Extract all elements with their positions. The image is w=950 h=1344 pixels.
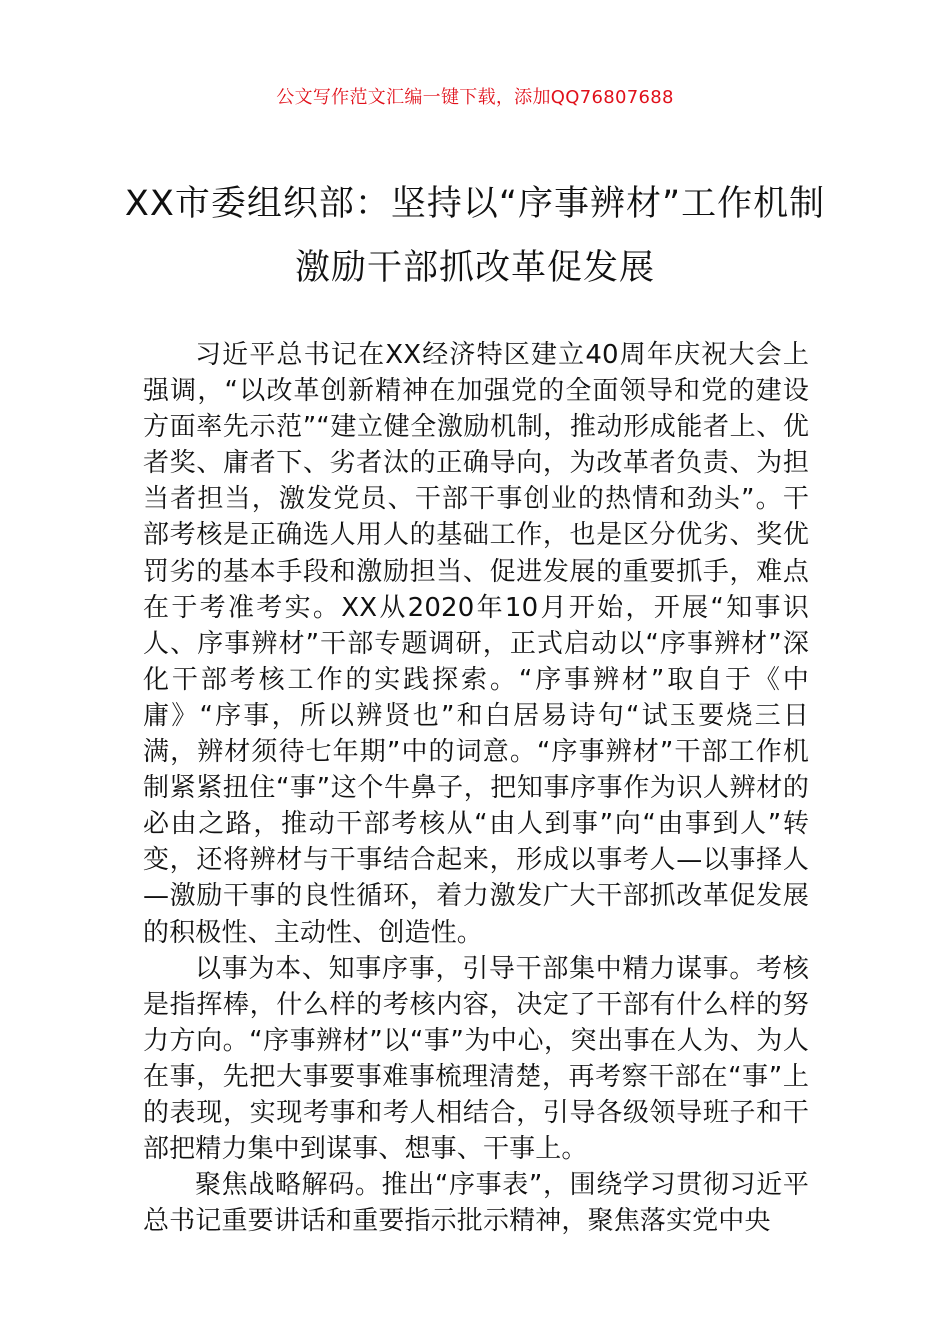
paragraph-2: 以事为本、知事序事，引导干部集中精力谋事。考核是指挥棒，什么样的考核内容，决定了干部有什么样的努力方向。“序事辨材”以“事”为中心，突出事在人为、为人在事，先把大事要事难事梳理清楚，再考察干部在“事”上的表现，实现考事和考人相结合，引导各级领导班子和干部把精力集中到谋事、想事、干事上。 (143, 953, 809, 1165)
paragraph-1: 习近平总书记在XX经济特区建立40周年庆祝大会上强调，“以改革创新精神在加强党的全面领导和党的建设方面率先示范”“建立健全激励机制，推动形成能者上、优者奖、庸者下、劣者汰的正确导向，为改革者负责、为担当者担当，激发党员、干部干事创业的热情和劲头”。干部考核是正确选人用人的基础工作，也是区分优劣、奖优罚劣的基本手段和激励担当、促进发展的重要抓手，难点在于考准考实。XX从2020年10月开始，开展“知事识人、序事辨材”干部专题调研，正式启动以“序事辨材”深化干部考核工作的实践探索。“序事辨材”取自于《中庸》“序事，所以辨贤也”和白居易诗句“试玉要烧三日满，辨材须待七年期”中的词意。“序事辨材”干部工作机制紧紧扭住“事”这个牛鼻子，把知事序事作为识人辨材的必由之路，推动干部考核从“由人到事”向“由事到人”转变，还将辨材与干事结合起来，形成以事考人—以事择人—激励干事的良性循环，着力激发广大干部抓改革促发展的积极性、主动性、创造性。 (143, 340, 809, 948)
document-body (143, 337, 809, 1239)
document-title: XX市委组织部：坚持以“序事辨材”工作机制激励干部抓改革促发展 (124, 184, 826, 288)
banner-text: 公文写作范文汇编一键下载，添加QQ76807688 (276, 87, 674, 108)
paragraph-3: 聚焦战略解码。推出“序事表”，围绕学习贯彻习近平总书记重要讲话和重要指示批示精神，聚焦落实党中央 (143, 1170, 809, 1237)
download-banner (0, 85, 950, 111)
